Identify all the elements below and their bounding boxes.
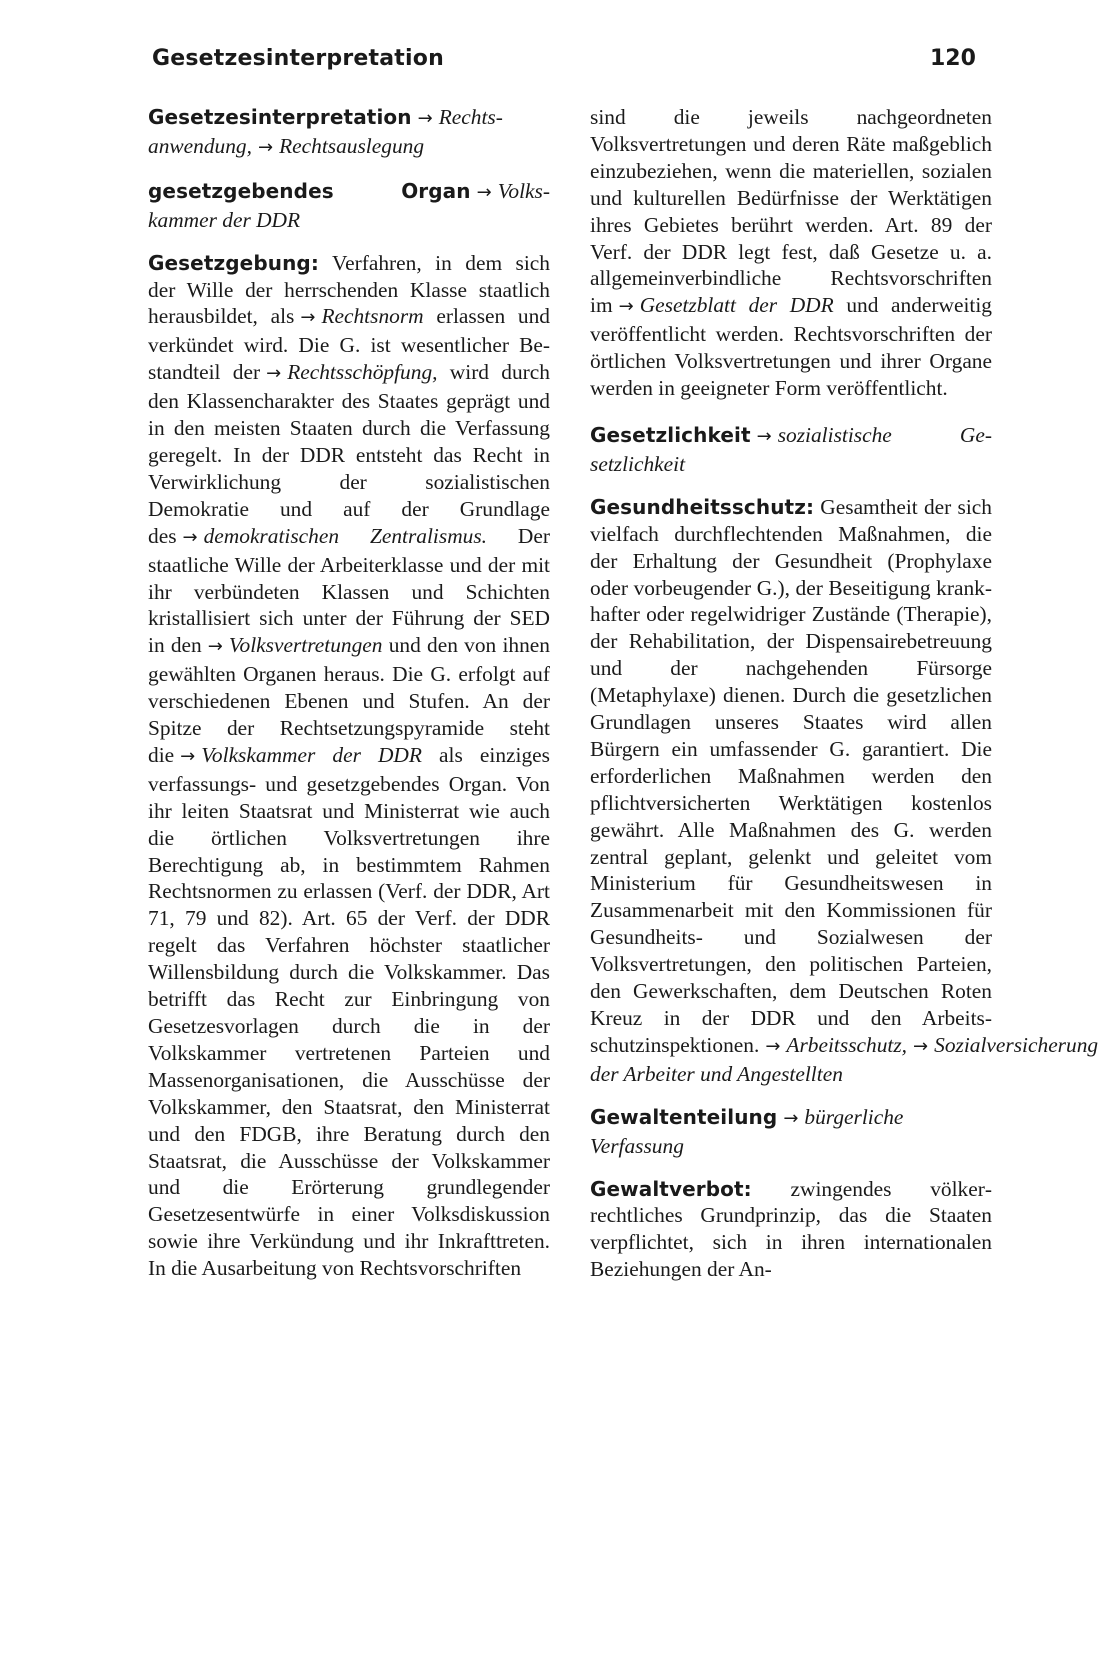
cross-reference-arrow-icon: →: [783, 1107, 799, 1129]
cross-reference-arrow-icon: →: [182, 526, 198, 548]
cross-reference-arrow-icon: →: [756, 425, 772, 447]
entry-text: wird durch den Klassencharakter des Staates geprägt und in den meisten Staaten durch die Verfassung geregelt. In der DDR entsteht das Recht in Verwirklichung der sozialistischen Demokratie und auf der Grundlage des: [148, 360, 550, 548]
entry-gesetzlichkeit: [590, 422, 992, 478]
entry-text: und den von ihnen gewählten Organen heraus. Die G. erfolgt auf verschiedenen Ebenen und Stufen. An der Spitze der Rechtsetzungspyramide steht die: [148, 633, 550, 767]
entry-text: Verfahren, in dem sich der Wille der herrschenden Klasse staatlich herausbildet, als: [148, 250, 550, 329]
entry-headword: Gewaltverbot:: [590, 1176, 752, 1201]
cross-reference: Rechtsnorm: [321, 304, 424, 329]
cross-reference-arrow-icon: →: [417, 108, 433, 129]
entry-text: Gesamtheit der sich vielfach durchflechtenden Maßnahmen, die der Erhaltung der Gesundheit (Prophylaxe oder vorbeugender G.), der Beseitigung krankhafter oder regelwidriger Zustände (Therapie), der Rehabilitation, der Dispensairebetreuung und der nachgehenden Fürsorge (Metaphylaxe) dienen. Durch die gesetzlichen Grundlagen unseres Staates wird allen Bürgern ein umfassender G. garantiert. Die erforderlichen Maßnahmen werden den pflichtversicherten Werktätigen kostenlos gewährt. Alle Maßnahmen des G. werden zentral geplant, gelenkt und geleitet vom Ministerium für Gesundheitswesen in Zusammenarbeit mit den Kommissionen für Gesundheits- und Sozialwesen der Volksvertretungen, den politischen Parteien, den Gewerkschaften, dem Deutschen Roten Kreuz in der DDR und den Arbeitsschutzinspektionen.: [590, 494, 992, 1057]
entry-gewaltenteilung: [590, 1104, 992, 1160]
entry-headword: Gesetzlichkeit: [590, 422, 751, 447]
cross-reference: Volkskammer der DDR: [148, 178, 550, 232]
entry-headword: Gesetzesinterpretation: [148, 105, 412, 129]
cross-reference-arrow-icon: →: [476, 181, 492, 203]
entry-text: Der staatliche Wille der Arbeiterklasse und der mit ihr verbündeten Klassen und Schichten kristallisiert sich unter der Führung der SED in den: [148, 523, 550, 658]
entry-gesetzgebung: [148, 250, 550, 1282]
cross-reference: Rechtsanwendung,: [148, 105, 503, 158]
cross-reference-arrow-icon: →: [618, 296, 634, 318]
entry-gesundheitsschutz: [590, 494, 1098, 1088]
entry-text: und anderweitig veröffentlicht werden. Rechtsvorschriften der örtlichen Volksvertretungen und ihrer Organe werden in geeigneter Form veröffentlicht.: [590, 293, 992, 401]
entry-gesetzesinterpretation: [148, 104, 550, 162]
cross-reference-arrow-icon: →: [207, 636, 223, 658]
cross-reference: Gesetzblatt der DDR: [639, 293, 834, 318]
entry-gesetzgebendes-organ: [148, 178, 550, 234]
cross-reference-arrow-icon: →: [180, 745, 196, 767]
cross-reference: Volksvertretungen: [228, 633, 383, 658]
cross-reference: Arbeitsschutz,: [786, 1032, 908, 1057]
cross-reference: Volkskammer der DDR: [201, 742, 422, 767]
entry-headword: Gewaltenteilung: [590, 1104, 778, 1129]
cross-reference-arrow-icon: →: [257, 136, 274, 158]
cross-reference: demokratischen Zentralismus.: [203, 523, 488, 548]
cross-reference-arrow-icon: →: [266, 363, 282, 385]
cross-reference: Sozialversicherung der Arbeiter und Angestellten: [590, 1032, 1098, 1086]
cross-reference: sozialistische Gesetzlichkeit: [590, 422, 992, 476]
left-column: [148, 104, 550, 1298]
entry-text: sind die jeweils nachgeordneten Volksvertretungen und deren Räte maßgeblich einzubeziehen, wenn die materiellen, sozialen und kulturellen Bedürfnisse der Werktätigen ihres Gebietes berührt werden. Art. 89 der Verf. der DDR legt fest, daß Gesetze u. a. allgemeinverbindliche Rechtsvorschriften im: [590, 105, 992, 318]
right-column: [590, 104, 1098, 1299]
entry-gesetzgebung-continued: [590, 104, 992, 402]
entry-headword: gesetzgebendes Organ: [148, 178, 471, 203]
entry-headword: Gesundheitsschutz:: [590, 494, 815, 519]
page-number: 120: [930, 46, 976, 71]
cross-reference: bürgerliche Verfassung: [590, 1104, 904, 1158]
entry-headword: Gesetzgebung:: [148, 250, 319, 275]
entry-gewaltverbot: [590, 1176, 992, 1284]
cross-reference: Rechtsschöpfung,: [287, 360, 438, 385]
cross-reference-arrow-icon: →: [913, 1035, 929, 1057]
cross-reference: Rechtsauslegung: [279, 133, 425, 158]
entry-text: zwingendes völkerrechtliches Grundprinzip, das die Staaten verpflichtet, sich in ihren internationalen Beziehungen der An-: [590, 1176, 992, 1282]
running-head: Gesetzesinterpretation: [152, 46, 444, 71]
entry-text: erlassen und verkündet wird. Die G. ist wesentlicher Bestandteil der: [148, 304, 550, 385]
cross-reference-arrow-icon: →: [765, 1035, 781, 1057]
cross-reference-arrow-icon: →: [300, 307, 316, 329]
entry-text: als einziges verfassungs- und gesetzgebendes Organ. Von ihr leiten Staatsrat und Ministerrat wie auch die örtlichen Volksvertretungen ihre Berechtigung ab, in bestimmtem Rahmen Rechtsnormen zu erlassen (Verf. der DDR, Art 71, 79 und 82). Art. 65 der Verf. der DDR regelt das Verfahren höchster staatlicher Willensbildung durch die Volkskammer. Das betrifft das Recht zur Einbringung von Gesetzesvorlagen durch die in der Volkskammer vertretenen Parteien und Massenorganisationen, die Ausschüsse der Volkskammer, den Staatsrat, den Ministerrat und den FDGB, ihre Beratung durch den Staatsrat, die Ausschüsse der Volkskammer und die Erörterung grundlegender Gesetzesentwürfe in einer Volksdiskussion sowie ihre Verkündung und ihr Inkrafttreten. In die Ausarbeitung von Rechtsvorschriften: [148, 742, 550, 1281]
